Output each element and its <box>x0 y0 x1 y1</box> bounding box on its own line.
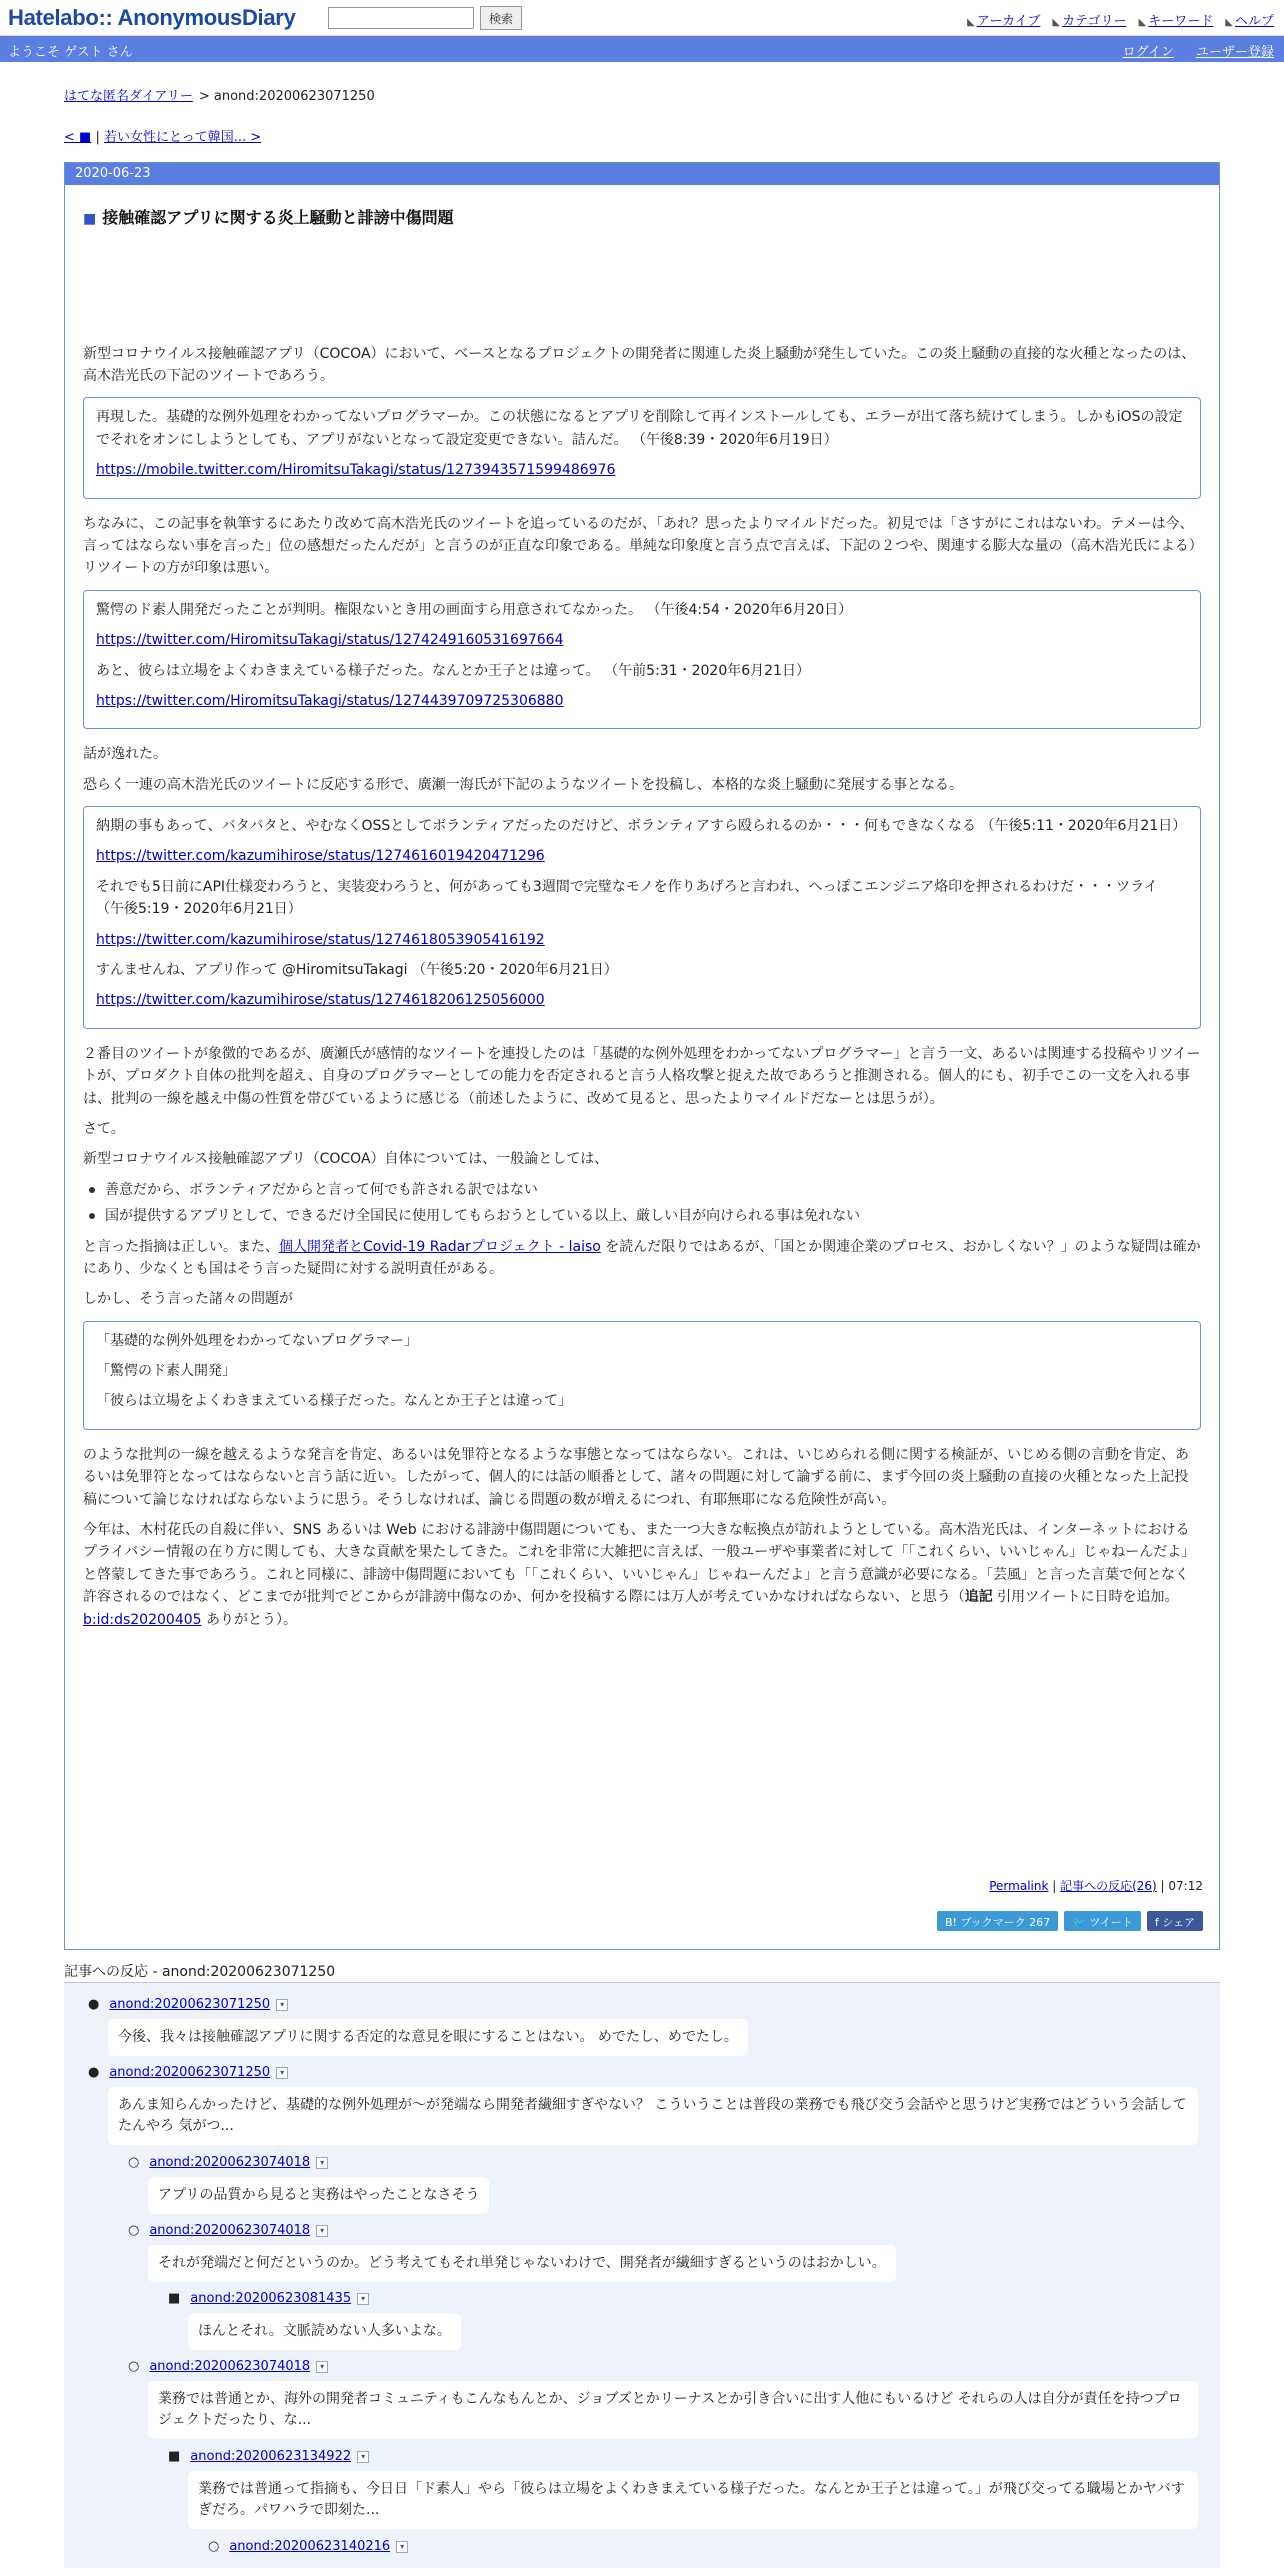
text-span: を読んだ限りではあるが、「国とか関連企業のプロセス、おかしくない？」のような疑問は確かにあり、少なくとも国はそう言った疑問に対する説明責任がある。 <box>83 1238 1201 1277</box>
dropdown-icon[interactable]: ▾ <box>316 2361 328 2373</box>
paragraph <box>83 1236 1201 1281</box>
reaction-id-link[interactable]: anond:20200623134922 <box>190 2449 352 2464</box>
reaction-id-link[interactable]: anond:20200623081435 <box>190 2291 352 2306</box>
bullet-icon: ○ <box>128 2223 140 2238</box>
text-span: 引用ツイートに日時を追加。 <box>992 1589 1179 1606</box>
entry-title-row <box>83 205 1201 231</box>
entry-time: 07:12 <box>1168 1879 1203 1893</box>
nav-help[interactable] <box>1225 10 1274 29</box>
triangle-icon: ◣ <box>1052 17 1061 28</box>
quote-text: 「彼らは立場をよくわきまえている様子だった。なんとか王子とは違って」 <box>96 1393 572 1410</box>
reaction-id-link[interactable]: anond:20200623074018 <box>149 2155 311 2170</box>
reaction-text: 業務では普通って指摘も、今日日「ド素人」やら「彼らは立場をよくわきまえている様子だった。なんとか王子とは違って。」が飛び交ってる職場とかヤバすぎだろ。パワハラで即刻た... <box>188 2471 1198 2529</box>
nav-keyword[interactable] <box>1139 10 1214 29</box>
entry-footer: Permalink | 記事への反応(26) | 07:12 <box>989 1879 1203 1893</box>
hatena-bookmark-button[interactable]: B! ブックマーク 267 <box>937 1911 1058 1931</box>
nav-archive[interactable] <box>967 10 1040 29</box>
addendum-label: 追記 <box>964 1589 993 1606</box>
prev-entry-link[interactable]: < ■ <box>64 130 92 145</box>
entry-body <box>83 205 1201 1639</box>
day-section <box>64 162 1220 1950</box>
welcome-bar <box>0 36 1284 62</box>
triangle-icon: ◣ <box>1225 17 1233 28</box>
paragraph: のような批判の一線を越えるような発言を肯定、あるいは免罪符となるような事態となってはならない。これは、いじめられる側に関する検証が、いじめる側の言動を肯定、あるいは免罪符となってはならないと言う話に近い。したがって、個人的には話の順番として、諸々の問題に対して論ずる前に、まず今回の炎上騒動の直接の火種となった上記投稿について論じなければならないように思う。そうしなければ、論じる問題の数が増えるにつれ、有耶無耶になる危険性が高い。 <box>83 1446 1189 1508</box>
quote-text: 「驚愕のド素人開発」 <box>96 1363 236 1380</box>
reaction-id-link[interactable]: anond:20200623074018 <box>149 2359 311 2374</box>
tweet-button[interactable] <box>1064 1911 1141 1931</box>
bullet-icon: ■ <box>168 2291 181 2306</box>
user-link[interactable]: b:id:ds20200405 <box>83 1611 202 1628</box>
reaction-text: ほんとそれ。文脈読めない人多いよな。 <box>188 2313 461 2350</box>
quote-text: 納期の事もあって、バタバタと、やむなくOSSとしてボランティアだったのだけど、ボランティアすら殴られるのか・・・何もできなくなる （午後5:11・2020年6月21日） <box>96 818 1187 835</box>
share-label: シェア <box>1162 1916 1195 1929</box>
reaction-item <box>128 2155 328 2170</box>
pager <box>64 126 261 145</box>
reaction-id-link[interactable]: anond:20200623071250 <box>109 1997 271 2012</box>
register-link[interactable]: ユーザー登録 <box>1195 45 1274 60</box>
reaction-id-link[interactable]: anond:20200623140216 <box>229 2539 391 2554</box>
nav-archive-link[interactable]: アーカイブ <box>976 14 1041 29</box>
breadcrumb-root[interactable]: はてな匿名ダイアリー <box>64 89 193 104</box>
reaction-id-link[interactable]: anond:20200623074018 <box>149 2223 311 2238</box>
quote-text: 再現した。基礎的な例外処理をわかってないプログラマーか。この状態になるとアプリを削除して再インストールしても、エラーが出て落ち続けてしまう。しかもiOSの設定でそれをオンにしようとしても、アプリがないとなって設定変更できない。詰んだ。 （午後8:39・2020年6月19日） <box>96 409 1183 448</box>
quote-text: すんませんね、アプリ作って @HiromitsuTakagi （午後5:20・2020年6月21日） <box>96 962 618 979</box>
nav-category[interactable] <box>1052 10 1126 29</box>
top-bar <box>0 0 1284 36</box>
reaction-item <box>168 2449 369 2464</box>
blockquote <box>83 806 1201 1029</box>
top-nav <box>967 10 1274 29</box>
quote-text: あと、彼らは立場をよくわきまえている様子だった。なんとか王子とは違って。 （午前5:31・2020年6月21日） <box>96 662 810 679</box>
paragraph: しかし、そう言った諸々の問題が <box>83 1291 293 1308</box>
triangle-icon: ◣ <box>967 17 975 28</box>
square-icon[interactable]: ■ <box>83 211 97 227</box>
reaction-id-link[interactable]: anond:20200623071250 <box>109 2065 271 2080</box>
nav-category-link[interactable]: カテゴリー <box>1062 14 1127 29</box>
list-item: 善意だから、ボランティアだからと言って何でも許される訳ではない <box>97 1179 1201 1201</box>
login-link[interactable]: ログイン <box>1122 45 1174 60</box>
paragraph: 恐らく一連の高木浩光氏のツイートに反応する形で、廣瀬一海氏が下記のようなツイートを投稿し、本格的な炎上騒動に発展する事となる。 <box>83 776 964 793</box>
breadcrumb <box>64 85 375 104</box>
paragraph: 新型コロナウイルス接触確認アプリ（COCOA）において、ベースとなるプロジェクトの開発者に関連した炎上騒動が発生していた。この炎上騒動の直接的な火種となったのは、高木浩光氏の下記のツイートであろう。 <box>83 345 1196 384</box>
reaction-item <box>88 1997 288 2012</box>
dropdown-icon[interactable]: ▾ <box>357 2451 369 2463</box>
quote-text: それでも5日前にAPI仕様変わろうと、実装変わろうと、何があっても3週間で完璧なモノを作りあげろと言われ、へっぽこエンジニア烙印を押されるわけだ・・・ツライ （午後5:19・2020年6月21日） <box>96 878 1158 918</box>
permalink[interactable]: Permalink <box>989 1879 1049 1893</box>
bullet-icon: ○ <box>208 2539 220 2554</box>
reaction-item <box>88 2065 288 2080</box>
paragraph: 話が逸れた。 <box>83 746 167 763</box>
reaction-item <box>208 2539 408 2554</box>
text-span: 今年は、木村花氏の自殺に伴い、SNS あるいは Web における誹謗中傷問題についても、また一つ大きな転換点が訪れようとしている。高木浩光氏は、インターネットにおけるプライバシー情報の在り方に関しても、大きな貢献を果たしてきた。これを非常に大雑把に言えば、一般ユーザや事業者に対して「「これくらい、いいじゃん」じゃねーんだよ」と啓蒙してきた事であろう。これと同様に、誹謗中傷問題においても「「これくらい、いいじゃん」じゃねーんだよ」と言う意識が必要になる。「芸風」と言った言葉で何となく許容されるのではなく、どこまでが批判でどこからが誹謗中傷なのか、何かを投稿する際には万人が考えていかなければならない、と思う（ <box>83 1522 1196 1606</box>
text-span: ありがとう）。 <box>201 1611 297 1628</box>
site-logo[interactable]: Hatelabo:: AnonymousDiary <box>8 5 296 30</box>
bullet-icon: ● <box>88 2065 100 2080</box>
text-span: と言った指摘は正しい。また、 <box>83 1238 279 1255</box>
facebook-icon: f <box>1154 1916 1163 1929</box>
quote-link[interactable]: https://twitter.com/HiromitsuTakagi/status/1274439709725306880 <box>96 692 564 709</box>
tweet-label: ツイート <box>1089 1916 1133 1929</box>
quote-link[interactable]: https://mobile.twitter.com/HiromitsuTakagi/status/1273943571599486976 <box>96 462 616 479</box>
reactions-area <box>64 1982 1220 2568</box>
search-input[interactable] <box>328 7 474 29</box>
breadcrumb-sep: > <box>198 89 210 104</box>
paragraph: ２番目のツイートが象徴的であるが、廣瀬氏が感情的なツイートを連投したのは「基礎的な例外処理をわかってないプログラマー」と言う一文、あるいは関連する投稿やリツイートが、プロダクト自体の批判を超え、自身のプログラマーとしての能力を否定されると言う人格攻撃と捉えた故であろうと推測される。個人的にも、初手でこの一文を入れる事は、批判の一線を越え中傷の性質を帯びているように感じる（前述したように、改めて見ると、思ったよりマイルドだなーとは思うが）。 <box>83 1045 1201 1107</box>
laiso-link[interactable]: 個人開発者とCovid-19 Radarプロジェクト - laiso <box>279 1238 601 1255</box>
paragraph: さて。 <box>83 1120 125 1137</box>
quote-text: 「基礎的な例外処理をわかってないプログラマー」 <box>96 1332 418 1349</box>
search-button[interactable]: 検索 <box>480 6 522 30</box>
share-bar <box>937 1911 1203 1931</box>
welcome-text: ようこそ ゲスト さん <box>8 45 133 60</box>
blockquote <box>83 590 1201 730</box>
dropdown-icon[interactable]: ▾ <box>316 2225 328 2237</box>
bullet-list <box>97 1179 1201 1228</box>
dropdown-icon[interactable]: ▾ <box>357 2293 369 2305</box>
dropdown-icon[interactable]: ▾ <box>276 2067 288 2079</box>
reaction-text: それが発端だと何だというのか。どう考えてもそれ単発じゃないわけで、開発者が繊細すぎるというのはおかしい。 <box>148 2245 896 2282</box>
quote-link[interactable]: https://twitter.com/kazumihirose/status/1274616019420471296 <box>96 848 545 865</box>
dropdown-icon[interactable]: ▾ <box>396 2541 408 2553</box>
next-entry-link[interactable]: 若い女性にとって韓国... > <box>103 130 262 145</box>
quote-link[interactable]: https://twitter.com/kazumihirose/status/1274618053905416192 <box>96 931 545 948</box>
pager-sep: | <box>95 130 100 145</box>
facebook-share-button[interactable] <box>1147 1911 1203 1931</box>
paragraph: 新型コロナウイルス接触確認アプリ（COCOA）自体については、一般論としては、 <box>83 1151 609 1168</box>
quote-link[interactable]: https://twitter.com/HiromitsuTakagi/status/1274249160531697664 <box>96 632 564 649</box>
quote-link[interactable]: https://twitter.com/kazumihirose/status/1274618206125056000 <box>96 992 545 1009</box>
reaction-text: アプリの品質から見ると実務はやったことなさそう <box>148 2177 489 2214</box>
triangle-icon: ◣ <box>1138 17 1147 28</box>
bullet-icon: ■ <box>168 2449 181 2464</box>
reaction-item <box>128 2359 328 2374</box>
quote-text: 驚愕のド素人開発だったことが判明。権限ないとき用の画面すら用意されてなかった。 （午後4:54・2020年6月20日） <box>96 601 853 618</box>
bullet-icon: ○ <box>128 2359 140 2374</box>
bullet-icon: ○ <box>128 2155 140 2170</box>
twitter-icon: 🐦 <box>1072 1916 1090 1929</box>
reactions-title: 記事への反応 - anond:20200623071250 <box>64 1964 336 1980</box>
breadcrumb-current: anond:20200623071250 <box>213 89 375 104</box>
list-item: 国が提供するアプリとして、できるだけ全国民に使用してもらおうとしている以上、厳しい目が向けられる事は免れない <box>97 1205 1201 1227</box>
entry-title: 接触確認アプリに関する炎上騒動と誹謗中傷問題 <box>102 208 454 227</box>
blockquote <box>83 397 1201 498</box>
reaction-text: 業務では普通とか、海外の開発者コミュニティもこんなもんとか、ジョブズとかリーナスとか引き合いに出す人他にもいるけど それらの人は自分が責任を持つプロジェクトだったり、な... <box>148 2381 1198 2439</box>
reactions-link[interactable]: 記事への反応(26) <box>1060 1879 1157 1893</box>
reaction-text: 今後、我々は接触確認アプリに関する否定的な意見を眼にすることはない。 めでたし、めでたし。 <box>108 2019 748 2056</box>
reaction-text: あんま知らんかったけど、基礎的な例外処理が〜が発端なら開発者繊細すぎやない？ こういうことは普段の業務でも飛び交う会話やと思うけど実務ではどういう会話してたんやろ 気がつ... <box>108 2087 1198 2145</box>
paragraph <box>83 1519 1201 1631</box>
dropdown-icon[interactable]: ▾ <box>316 2157 328 2169</box>
blockquote <box>83 1321 1201 1430</box>
reaction-item <box>168 2291 369 2306</box>
dropdown-icon[interactable]: ▾ <box>276 1999 288 2011</box>
nav-help-link[interactable]: ヘルプ <box>1234 14 1274 29</box>
reaction-item <box>128 2223 328 2238</box>
bullet-icon: ● <box>88 1997 100 2012</box>
day-date: 2020-06-23 <box>65 163 1219 185</box>
paragraph: ちなみに、この記事を執筆するにあたり改めて高木浩光氏のツイートを追っているのだが、「あれ？思ったよりマイルドだった。初見では「さすがにこれはないわ。テメーは今、言ってはならない事を言った」位の感想だったんだが」と言うのが正直な印象である。単純な印象度と言う点で言えば、下記の２つや、関連する膨大な量の（高木浩光氏による）リツイートの方が印象は悪い。 <box>83 515 1196 577</box>
nav-keyword-link[interactable]: キーワード <box>1148 14 1214 29</box>
